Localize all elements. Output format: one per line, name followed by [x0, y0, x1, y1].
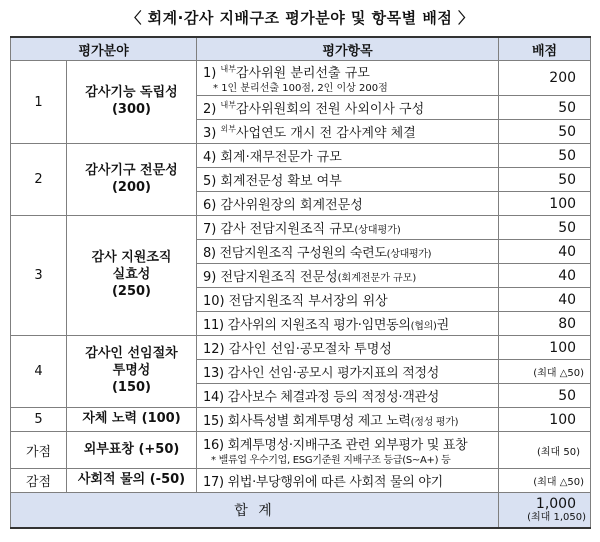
- group-title: 감사 지원조직: [91, 250, 172, 266]
- table-row: [11, 432, 591, 469]
- item-score: 80: [499, 312, 591, 336]
- item-score: 50: [499, 144, 591, 168]
- group-points: (150): [111, 379, 152, 395]
- item-number: 4): [203, 150, 221, 165]
- item-small-note: (상대평가): [354, 225, 401, 236]
- group-number: 3: [11, 216, 67, 336]
- item-small-note: (상대평가): [386, 249, 432, 260]
- item-text: 회사특성별 회계투명성 제고 노력: [227, 414, 411, 429]
- table-row: [11, 61, 591, 96]
- item-note: * 밸류업 우수기업, ESG기준원 지배구조 등급(S~A+) 등: [211, 455, 451, 466]
- item-text: 감사인 선임·공모절차 투명성: [228, 342, 392, 357]
- group-number: 가점: [11, 432, 67, 469]
- item-score: 40: [499, 264, 591, 288]
- item-number: 14): [203, 390, 228, 405]
- item-score: 50: [499, 96, 591, 120]
- table-row: [11, 144, 591, 168]
- item-cell: [197, 264, 499, 288]
- group-number: 1: [11, 61, 67, 144]
- table-row: [11, 336, 591, 360]
- header-score: 배점: [499, 37, 591, 61]
- item-number: 1): [203, 66, 221, 81]
- group-number: 5: [11, 408, 67, 432]
- item-text: 감사위원장의 회계전문성: [220, 198, 363, 213]
- total-score-max: (최대 1,050): [527, 512, 587, 524]
- item-text: 감사인 선임·공모시 평가지표의 적정성: [227, 366, 440, 381]
- group-title-line2: 투명성: [112, 363, 151, 379]
- group-title-line2: 실효성: [112, 267, 151, 283]
- item-cell: [197, 312, 499, 336]
- item-score: (최대 50): [499, 432, 591, 469]
- item-number: 2): [203, 102, 221, 117]
- item-text: 위법·부당행위에 따른 사회적 물의 야기: [227, 475, 443, 490]
- group-name: [67, 336, 197, 408]
- item-text: 감사보수 체결과정 등의 적정성·객관성: [227, 390, 440, 405]
- group-points: (200): [111, 179, 152, 195]
- item-sup: 외부: [220, 124, 236, 134]
- item-score: 50: [499, 168, 591, 192]
- item-text: 전담지원조직 전문성: [220, 270, 338, 285]
- total-row: [11, 493, 591, 529]
- item-cell: [197, 432, 499, 469]
- item-text: 전담지원조직 구성원의 숙련도: [219, 246, 387, 261]
- item-number: 16): [203, 438, 228, 453]
- header-area: 평가분야: [11, 37, 197, 61]
- total-score-cell: [499, 493, 591, 529]
- item-cell: [197, 192, 499, 216]
- group-points: (300): [111, 102, 152, 117]
- group-name: 사회적 물의 (-50): [67, 469, 197, 493]
- item-text: 감사위원회의 전원 사외이사 구성: [235, 102, 425, 117]
- item-number: 8): [203, 246, 220, 261]
- item-number: 13): [203, 366, 228, 381]
- item-sup: 내부: [220, 100, 236, 110]
- header-item: 평가항목: [197, 37, 499, 61]
- item-text: 회계·재무전문가 규모: [220, 150, 342, 165]
- item-cell: [197, 216, 499, 240]
- item-number: 7): [203, 222, 221, 237]
- item-number: 10): [203, 294, 229, 309]
- group-points: (250): [111, 283, 152, 299]
- item-sup: 내부: [220, 64, 236, 74]
- item-cell: [197, 120, 499, 144]
- item-cell: [197, 336, 499, 360]
- item-number: 12): [203, 342, 229, 357]
- item-cell: [197, 61, 499, 96]
- item-score: (최대 △50): [499, 360, 591, 384]
- item-cell: [197, 360, 499, 384]
- item-note: * 1인 분리선출 100점, 2인 이상 200점: [213, 83, 388, 94]
- item-cell: [197, 144, 499, 168]
- group-title: 감사인 선임절차: [85, 346, 178, 362]
- group-title: 감사기능 독립성: [85, 85, 178, 101]
- total-score: 1,000: [535, 495, 577, 512]
- group-number: 2: [11, 144, 67, 216]
- table-header-row: [11, 37, 591, 61]
- group-name: 자체 노력 (100): [67, 408, 197, 432]
- item-text-suffix: 권: [436, 318, 449, 333]
- item-small-note: (회계전문가 규모): [337, 273, 417, 284]
- item-score: 50: [499, 384, 591, 408]
- item-cell: [197, 384, 499, 408]
- item-score: 50: [499, 120, 591, 144]
- group-title: 감사기구 전문성: [85, 162, 178, 178]
- item-score: 40: [499, 240, 591, 264]
- item-number: 9): [203, 270, 221, 285]
- item-number: 3): [203, 126, 221, 141]
- item-cell: [197, 96, 499, 120]
- item-cell: [197, 288, 499, 312]
- table-row: [11, 408, 591, 432]
- item-text: 회계전문성 확보 여부: [220, 174, 342, 189]
- group-number: 감점: [11, 469, 67, 493]
- item-cell: [197, 168, 499, 192]
- group-number: 4: [11, 336, 67, 408]
- item-score: 100: [499, 336, 591, 360]
- item-score: 40: [499, 288, 591, 312]
- table-row: [11, 469, 591, 493]
- item-number: 5): [203, 174, 221, 189]
- item-score: 100: [499, 192, 591, 216]
- group-name: [67, 144, 197, 216]
- group-name: [67, 61, 197, 144]
- item-number: 6): [203, 198, 221, 213]
- group-name: 외부표창 (+50): [67, 432, 197, 469]
- item-score: (최대 △50): [499, 469, 591, 493]
- item-small-note: (정성 평가): [410, 417, 459, 428]
- item-cell: [197, 408, 499, 432]
- table-row: [11, 216, 591, 240]
- item-small-note: (협의): [410, 321, 437, 332]
- item-score: 50: [499, 216, 591, 240]
- item-number: 15): [203, 414, 228, 429]
- item-text: 감사위원 분리선출 규모: [235, 66, 370, 81]
- item-score: 200: [499, 61, 591, 96]
- item-text: 감사위의 지원조직 평가·임면동의: [227, 318, 411, 333]
- item-number: 11): [203, 318, 228, 333]
- item-text: 감사 전담지원조직 규모: [220, 222, 355, 237]
- item-cell: [197, 469, 499, 493]
- item-number: 17): [203, 475, 228, 490]
- item-score: 100: [499, 408, 591, 432]
- score-table: [10, 36, 591, 529]
- page-title: 〈 회계·감사 지배구조 평가분야 및 항목별 배점 〉: [126, 8, 474, 27]
- total-label: 합 계: [11, 493, 499, 529]
- group-name: [67, 216, 197, 336]
- item-text: 회계투명성·지배구조 관련 외부평가 및 표창: [227, 438, 468, 453]
- item-cell: [197, 240, 499, 264]
- item-text: 전담지원조직 부서장의 위상: [228, 294, 388, 309]
- item-text: 사업연도 개시 전 감사계약 체결: [235, 126, 416, 141]
